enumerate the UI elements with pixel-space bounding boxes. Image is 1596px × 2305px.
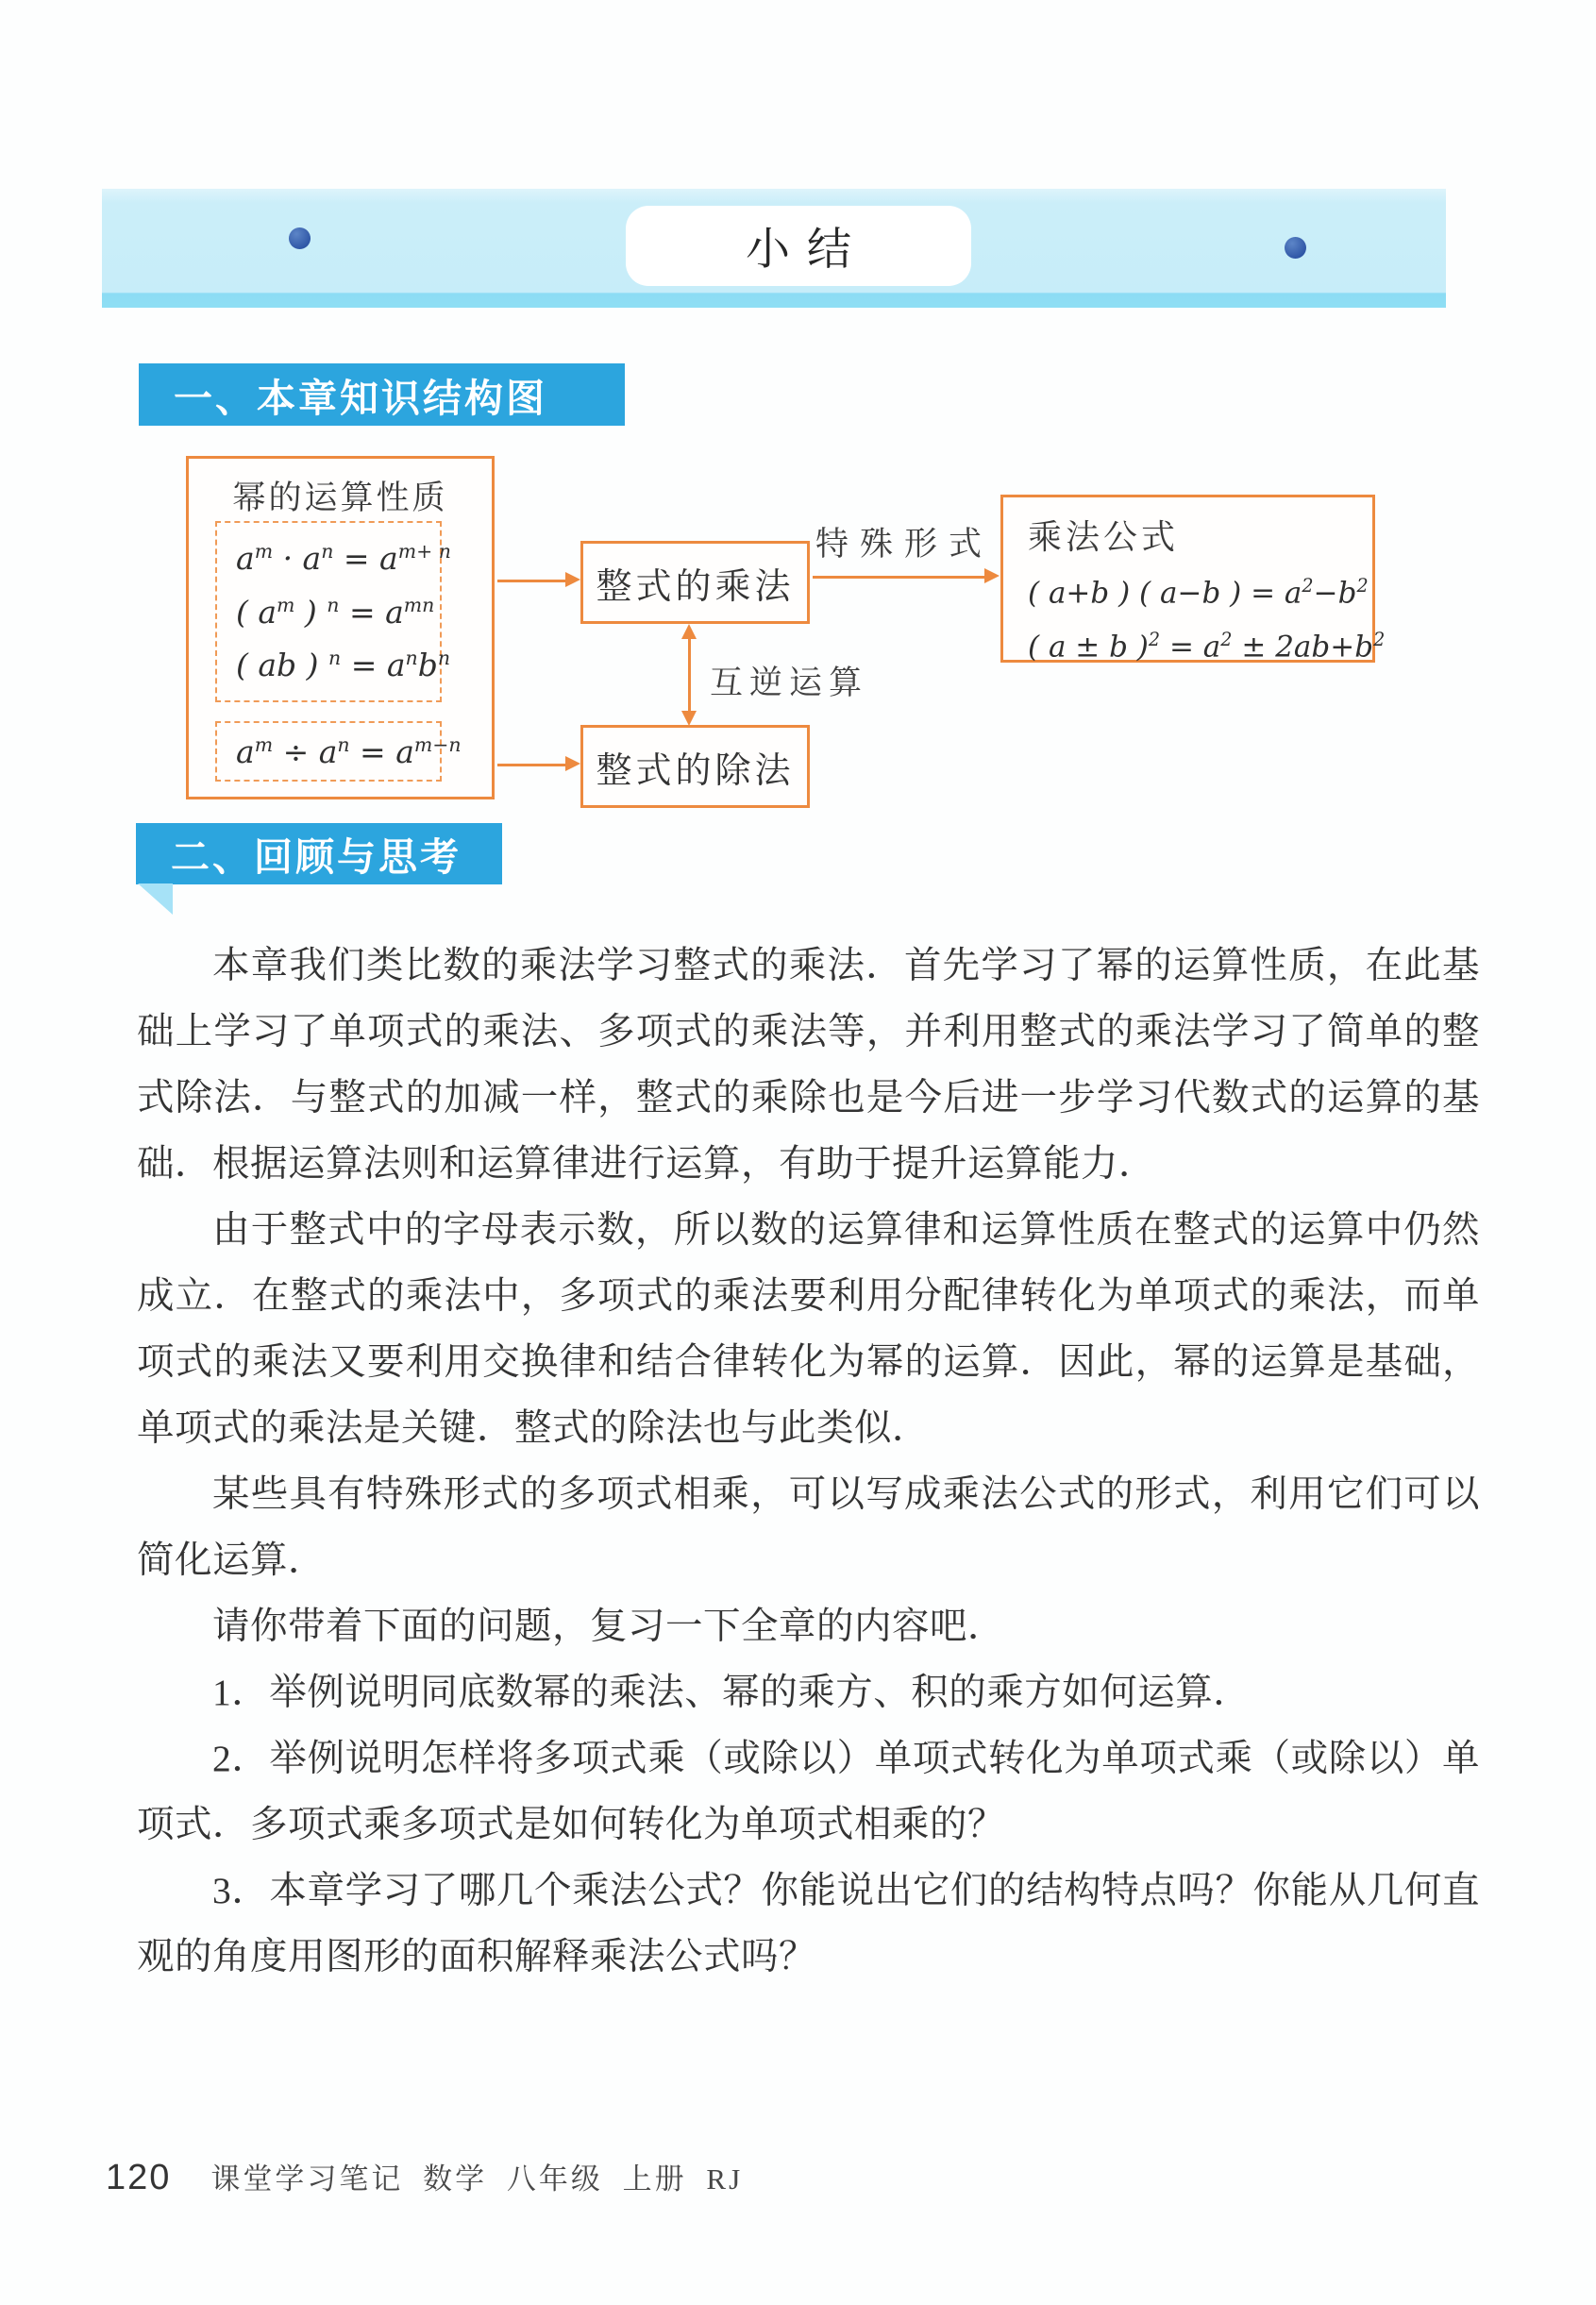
arrowhead-up-icon xyxy=(681,624,697,639)
arrow-power-to-multiplication xyxy=(497,580,569,582)
section1-title: 一、本章知识结构图 xyxy=(174,376,547,420)
question-1: 1．举例说明同底数幂的乘法、幂的乘方、积的乘方如何运算． xyxy=(212,1672,1252,1713)
polynomial-division-label: 整式的除法 xyxy=(596,750,795,791)
formula-difference-of-squares: ( a+b ) ( a−b ) = $a^2-b^2$ xyxy=(1028,575,1369,611)
multiplication-formulas-box xyxy=(1000,495,1386,665)
formula-power-of-product: ( ab ) $^n = a^nb^n$ xyxy=(236,647,450,684)
multiplication-formulas-title: 乘法公式 xyxy=(1028,518,1180,556)
edge-label-inverse-operation: 互逆运算 xyxy=(710,665,869,701)
power-properties-box xyxy=(186,456,495,799)
paragraph-overview: 本章我们类比数的乘法学习整式的乘法．首先学习了幂的运算性质，在此基础上学习了单项式的乘法、多项式的乘法等，并利用整式的乘法学习了简单的整式除法．与整式的加减一样，整式的乘除也是今后进一步学习代数式的运算的基础．根据运算法则和运算律进行运算，有助于提升运算能力． xyxy=(137,945,1480,1185)
polynomial-multiplication-label: 整式的乘法 xyxy=(596,566,795,607)
polynomial-division-box xyxy=(580,725,810,808)
edge-label-special-form: 特殊形式 xyxy=(815,526,993,563)
arrowhead-icon xyxy=(565,756,580,771)
question-3: 3．本章学习了哪几个乘法公式？你能说出它们的结构特点吗？你能从几何直观的角度用图形的面积解释乘法公式吗？ xyxy=(137,1870,1480,1977)
arrow-inverse-operations xyxy=(688,638,691,712)
formula-quotient-of-powers: $a^m \div a^n = a^{m-n}$ xyxy=(236,732,462,770)
review-text xyxy=(137,933,1480,1990)
question-2: 2．举例说明怎样将多项式乘（或除以）单项式转化为单项式乘（或除以）单项式．多项式乘多项式是如何转化为单项式相乘的？ xyxy=(137,1738,1480,1845)
arrowhead-down-icon xyxy=(681,711,697,726)
power-formulas-group xyxy=(215,521,451,702)
arrow-multiplication-to-formulas xyxy=(813,576,988,579)
chapter-title: 小结 xyxy=(746,226,868,275)
formula-perfect-square: ( a ± b )$^2 = a^2 \pm 2ab+b^2$ xyxy=(1028,629,1386,665)
arrow-power-to-division xyxy=(497,764,569,766)
arrowhead-icon xyxy=(984,568,1000,583)
page-footer xyxy=(106,2155,743,2198)
formula-power-of-power: ( $a^m$ ) $^n = a^{mn}$ xyxy=(236,593,435,631)
section2-header xyxy=(136,823,502,884)
section2-title: 二、回顾与思考 xyxy=(171,835,462,879)
arrowhead-icon xyxy=(565,572,580,587)
book-info: 课堂学习笔记 数学 八年级 上册 RJ xyxy=(210,2162,744,2196)
paragraph-prompt: 请你带着下面的问题，复习一下全章的内容吧． xyxy=(212,1606,1005,1647)
page-number: 120 xyxy=(106,2158,172,2197)
formula-product-of-powers: $a^m \cdot a^n = a^{m+ n}$ xyxy=(236,539,451,577)
paragraph-special-forms: 某些具有特殊形式的多项式相乘，可以写成乘法公式的形式，利用它们可以简化运算． xyxy=(137,1473,1480,1581)
power-properties-title: 幂的运算性质 xyxy=(232,480,448,516)
paragraph-laws: 由于整式中的字母表示数，所以数的运算律和运算性质在整式的运算中仍然成立．在整式的乘法中，多项式的乘法要利用分配律转化为单项式的乘法，而单项式的乘法又要利用交换律和结合律转化为幂的运算．因此，幂的运算是基础，单项式的乘法是关键．整式的除法也与此类似． xyxy=(137,1209,1480,1449)
polynomial-multiplication-box xyxy=(580,541,810,624)
power-division-group xyxy=(215,721,462,782)
